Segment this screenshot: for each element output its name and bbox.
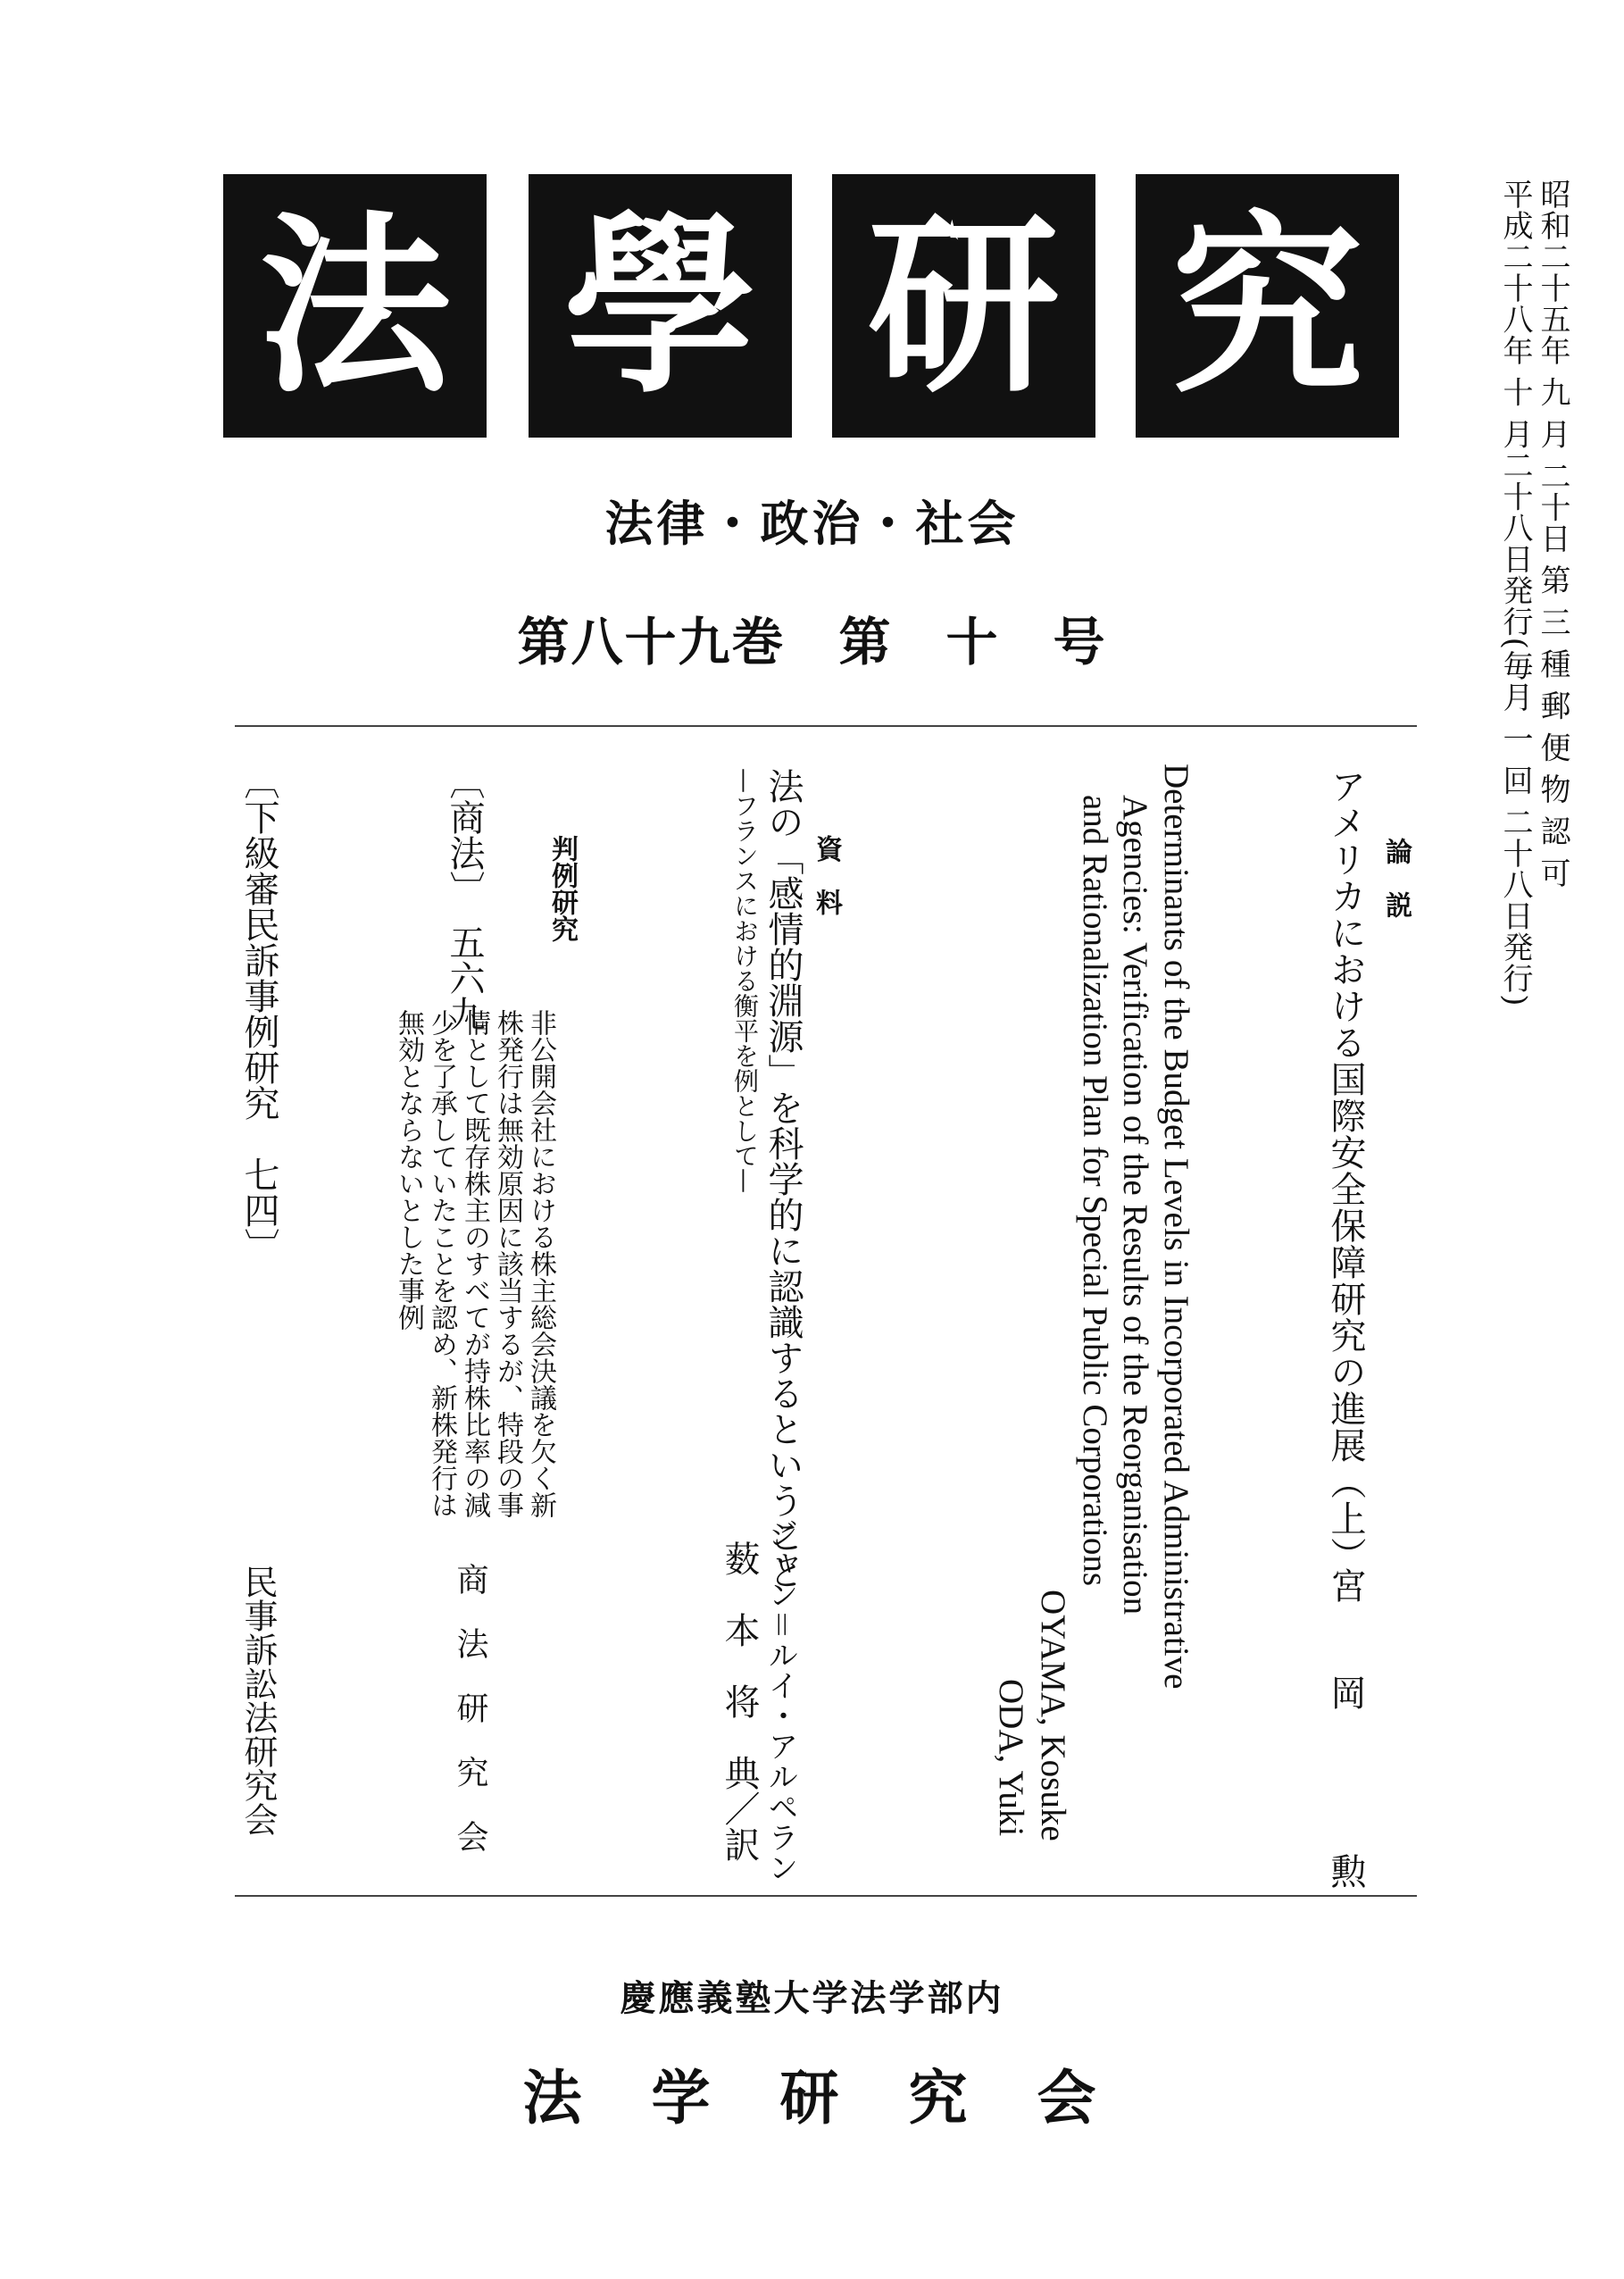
english-author-1: OYAMA, Kosuke [1034,1590,1072,1841]
english-author-2: ODA, Yuki [992,1679,1030,1837]
english-title-line-3: and Rationalization Plan for Special Public Corporations [1076,795,1114,1586]
masthead-char: 法 [259,193,451,419]
masthead-block-2 [529,174,792,438]
masthead-char: 學 [564,193,756,419]
article-author-shiryo: ジャン＝ルイ・アルペラン [762,1518,798,1882]
section-heading-shiryo: 資 料 [811,835,842,915]
masthead-block-3 [832,174,1095,438]
divider-bottom [235,1895,1417,1897]
masthead-char: 究 [1171,193,1363,419]
volume-number: 第八十九巻 第 十 号 [517,612,1107,672]
hanrei-case-line-3: 情として既存株主のすべてが持株比率の減 [459,1009,490,1518]
section-heading-hanrei: 判例研究 [546,835,578,942]
hanrei-author-1: 商 法 研 究 会 [452,1563,488,1852]
hanrei-case-line-2: 株発行は無効原因に該当するが、特段の事 [492,1009,523,1518]
article-title-ronsetsu: アメリカにおける国際安全保障研究の進展（上） [1325,768,1366,1574]
section-heading-ronsetsu: 論 説 [1380,838,1412,918]
masthead-char: 研 [868,193,1060,419]
masthead-block-1 [223,174,487,438]
article-author-ronsetsu: 宮 岡 勲 [1325,1567,1366,1889]
hanrei-case-line-1: 非公開会社における株主総会決議を欠く新 [525,1009,556,1518]
postal-line-2: 平成二十八年 十 月二十八日発行(毎月 一 回 二十八日発行) [1497,179,1533,1007]
article-subtitle-shiryo: —フランスにおける衡平を例として— [730,768,760,1193]
postal-line-1: 昭和二十五年 九 月 二十日 第 三 種 郵 便 物 認 可 [1535,179,1570,889]
english-title-line-2: Agencies: Verification of the Results of the Reorganisation [1116,795,1154,1615]
journal-subtitle: 法律・政治・社会 [604,496,1020,552]
divider-top [235,725,1417,727]
publisher-name: 法 学 研 究 会 [522,2063,1102,2133]
masthead-block-4 [1136,174,1399,438]
hanrei-category-1: 〔商法〕 五六九 [444,764,485,1031]
article-translator-shiryo: 薮 本 将 典／訳 [719,1540,760,1862]
hanrei-case-line-5: 無効とならないとした事例 [393,1009,424,1331]
english-title-line-1: Determinants of the Budget Levels in Incorporated Administrative [1157,764,1195,1690]
publisher-address: 慶應義塾大学法学部内 [620,1978,1004,2019]
hanrei-case-line-4: 少を了承していたことを認め、新株発行は [426,1009,457,1518]
hanrei-category-2: 〔下級審民訴事例研究 七四〕 [238,764,279,1264]
article-title-shiryo: 法の「感情的淵源」を科学的に認識するということ [762,768,804,1590]
hanrei-author-2: 民事訴訟法研究会 [238,1565,278,1836]
